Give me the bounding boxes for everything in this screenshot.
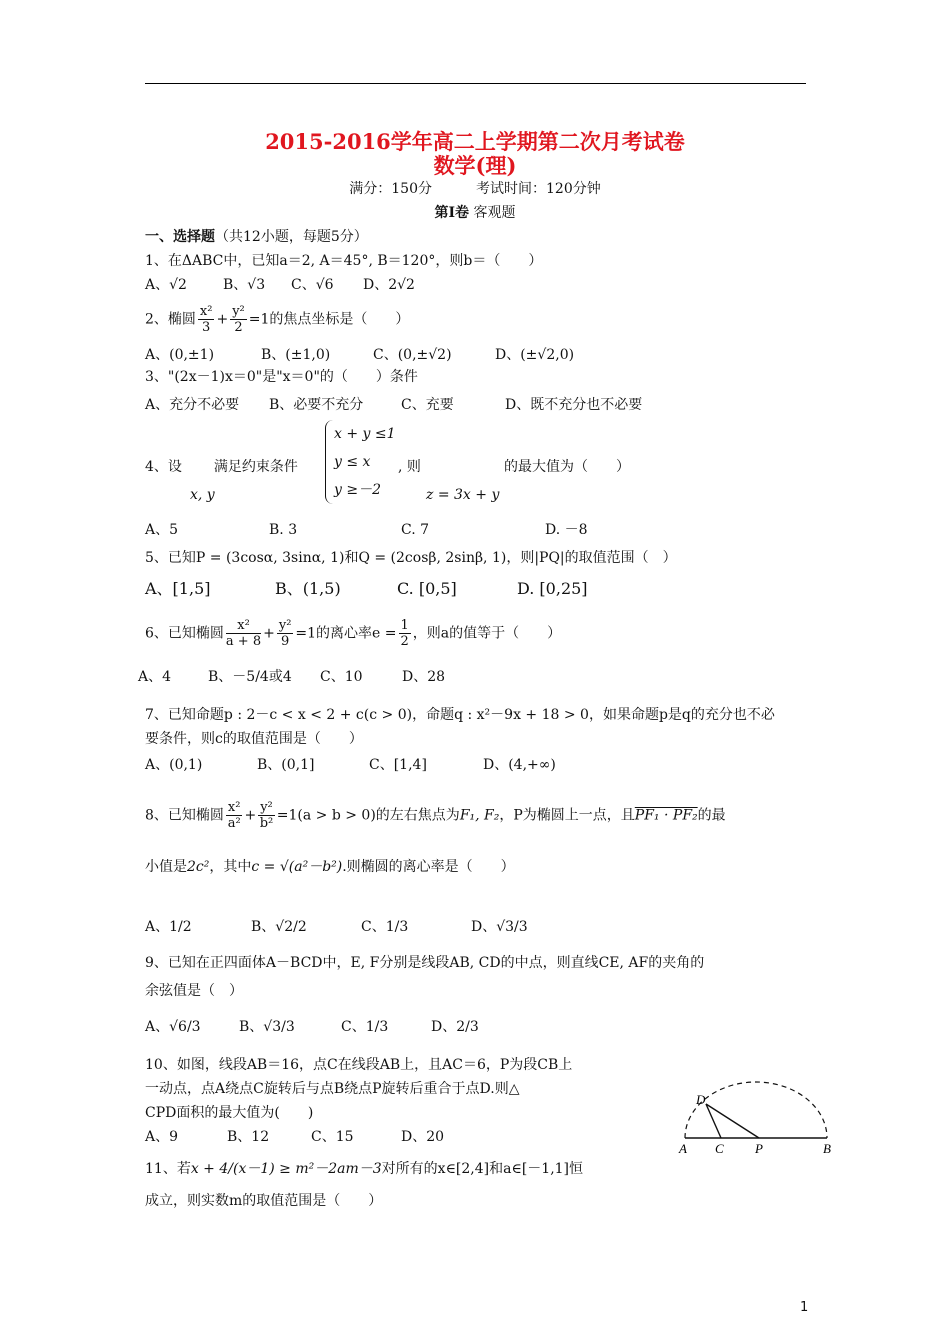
stem-text: =1的焦点坐标是（ ） [248, 311, 410, 328]
section-label: 一、选择题 [145, 229, 215, 245]
option: B、(±1,0) [261, 347, 331, 363]
constraint-system [325, 420, 396, 504]
exam-title: 2015-2016学年高二上学期第二次月考试卷 [265, 129, 685, 154]
option: A、4 [138, 669, 172, 685]
question-10-line2: 一动点，点A绕点C旋转后与点B绕点P旋转后重合于点D.则△ [145, 1081, 520, 1097]
exam-time: 考试时间：120分钟 [476, 181, 601, 197]
plus-sign: + [216, 311, 229, 328]
stem-text: 6、已知椭圆 [145, 625, 224, 642]
volume-name: 客观题 [473, 205, 516, 221]
numerator: x² [226, 618, 261, 634]
question-6-stem [145, 618, 561, 649]
constraint: y ≥－2 [334, 482, 381, 498]
label-a: A [679, 1141, 687, 1156]
stem-text: 小值是 [145, 859, 187, 875]
option: B、(0,1] [257, 757, 315, 773]
question-7-line1: 7、已知命题p : 2－c < x < 2 + c(c > 0)，命题q : x²－9x + 18 > 0，如果命题p是q的充分也不必 [145, 707, 775, 723]
question-4-post: 的最大值为（ ） [504, 459, 630, 475]
question-4-then: , 则 [398, 459, 421, 475]
option: B、√3 [223, 277, 266, 293]
question-7-line2: 要条件，则c的取值范围是（ ） [145, 731, 363, 747]
denominator: 2 [400, 634, 409, 649]
numerator: x² [227, 800, 241, 815]
fraction [399, 618, 411, 649]
page-number: 1 [800, 1300, 809, 1315]
option: A、(0,1) [145, 757, 203, 773]
question-11-line2: 成立，则实数m的取值范围是（ ） [145, 1193, 383, 1209]
label-p: P [755, 1141, 763, 1156]
option: C、1/3 [361, 919, 409, 935]
volume-heading [0, 202, 950, 222]
option: B. 3 [269, 522, 298, 538]
question-5-stem: 5、已知P = (3cosα, 3sinα, 1)和Q = (2cosβ, 2sinβ, 1)，则|PQ|的取值范围（ ） [145, 550, 677, 566]
stem-text: ，其中 [209, 859, 252, 875]
question-8-line1 [145, 800, 726, 831]
objective-function: z = 3x + y [426, 487, 500, 503]
semicircle-arc [685, 1082, 827, 1138]
option: B、(1,5) [275, 579, 341, 598]
option: A、(0,±1) [145, 347, 215, 363]
denominator: a² [227, 816, 241, 831]
option: B、12 [227, 1129, 270, 1145]
option: C. [0,5] [397, 579, 457, 598]
option: C、10 [320, 669, 363, 685]
option: B、必要不充分 [269, 397, 364, 413]
stem-text: 11、若 [145, 1161, 191, 1177]
min-value: 2c² [187, 859, 210, 875]
stem-text: 4、设 [145, 459, 182, 475]
option: C、1/3 [341, 1019, 389, 1035]
fraction [230, 304, 247, 335]
stem-text: 对所有的x∈[2,4]和a∈[－1,1]恒 [381, 1161, 584, 1177]
option: D. [0,25] [517, 579, 588, 598]
segment-diagram [675, 1058, 845, 1162]
stem-text: ，则a的值等于（ ） [412, 625, 562, 642]
stem-text: 满足约束条件 [213, 459, 298, 475]
section-note: （共12小题，每题5分） [215, 229, 368, 245]
stem-text: 2、椭圆 [145, 311, 196, 328]
option: A、√2 [145, 277, 187, 293]
numerator: y² [232, 304, 245, 319]
numerator: y² [260, 800, 273, 815]
question-11-line1 [145, 1160, 583, 1178]
option: D、2/3 [431, 1019, 479, 1035]
numerator: y² [278, 618, 292, 633]
label-d: D [696, 1092, 706, 1107]
fraction [277, 618, 294, 649]
volume-label: 第Ⅰ卷 [434, 205, 470, 221]
exam-meta [0, 178, 950, 198]
label-b: B [823, 1141, 831, 1156]
option: B、－5/4或4 [208, 669, 292, 685]
header-rule [145, 83, 806, 84]
numerator: 1 [400, 618, 409, 633]
option: A、5 [145, 522, 179, 538]
option: C、(0,±√2) [373, 347, 452, 363]
question-3-stem: 3、"(2x－1)x＝0"是"x＝0"的（ ）条件 [145, 369, 418, 385]
question-8-line2 [145, 858, 515, 876]
denominator: 2 [234, 320, 243, 335]
option: C、充要 [401, 397, 454, 413]
stem-text: 8、已知椭圆 [145, 807, 224, 824]
stem-text: 的最 [697, 807, 726, 824]
question-2-stem [145, 304, 409, 335]
section-heading [145, 228, 368, 246]
denominator: a + 8 [225, 634, 262, 649]
option: D、2√2 [363, 277, 415, 293]
option: A、充分不必要 [145, 397, 240, 413]
option: D、28 [402, 669, 446, 685]
numerator: x² [199, 304, 213, 319]
full-score: 满分：150分 [349, 181, 432, 197]
vector-product: PF₁ · PF₂ [634, 807, 698, 824]
option: D、(4,+∞) [483, 757, 556, 773]
denominator: b² [259, 816, 274, 831]
option: B、√3/3 [239, 1019, 295, 1035]
option: C、[1,4] [369, 757, 427, 773]
question-9-line1: 9、已知在正四面体A－BCD中，E, F分别是线段AB, CD的中点，则直线CE, AF的夹角的 [145, 955, 705, 971]
option: D、(±√2,0) [495, 347, 575, 363]
option: C、15 [311, 1129, 354, 1145]
option: D. －8 [545, 522, 588, 538]
plus-sign: + [244, 807, 257, 824]
label-c: C [715, 1141, 724, 1156]
foci: F₁, F₂ [459, 807, 500, 824]
question-9-line2: 余弦值是（ ） [145, 983, 243, 999]
stem-text: .则椭圆的离心率是（ ） [342, 859, 515, 875]
fraction [226, 800, 243, 831]
c-definition: c = √(a²－b²) [251, 859, 343, 875]
constraint: y ≤ x [334, 454, 371, 470]
option: A、9 [145, 1129, 179, 1145]
stem-text: =1(a > b > 0)的左右焦点为 [276, 807, 460, 824]
stem-text: =1的离心率e = [295, 625, 397, 642]
option: C. 7 [401, 522, 430, 538]
option: A、[1,5] [145, 579, 211, 598]
constraint: x + y ≤1 [334, 426, 396, 442]
option: B、√2/2 [251, 919, 307, 935]
question-10-line3: CPD面积的最大值为( ) [145, 1105, 314, 1121]
option: C、√6 [291, 277, 334, 293]
fraction [258, 800, 275, 831]
question-4-vars: x, y [190, 487, 215, 503]
option: A、1/2 [145, 919, 192, 935]
question-1-stem: 1、在ΔABC中，已知a＝2, A＝45°, B＝120°，则b＝（ ） [145, 253, 543, 269]
option: A、√6/3 [145, 1019, 201, 1035]
option: D、√3/3 [471, 919, 528, 935]
inequality: x + 4/(x－1) ≥ m²－2am－3 [190, 1161, 382, 1177]
denominator: 9 [280, 634, 290, 649]
option: D、20 [401, 1129, 445, 1145]
stem-text: ，P为椭圆上一点，且 [499, 807, 635, 824]
fraction [198, 304, 215, 335]
plus-sign: + [263, 625, 275, 642]
denominator: 3 [202, 320, 211, 335]
option: D、既不充分也不必要 [505, 397, 643, 413]
question-4-stem [145, 458, 298, 476]
question-10-line1: 10、如图，线段AB＝16，点C在线段AB上，且AC＝6，P为段CB上 [145, 1057, 573, 1073]
exam-subject: 数学(理) [433, 153, 517, 178]
fraction [226, 618, 261, 649]
